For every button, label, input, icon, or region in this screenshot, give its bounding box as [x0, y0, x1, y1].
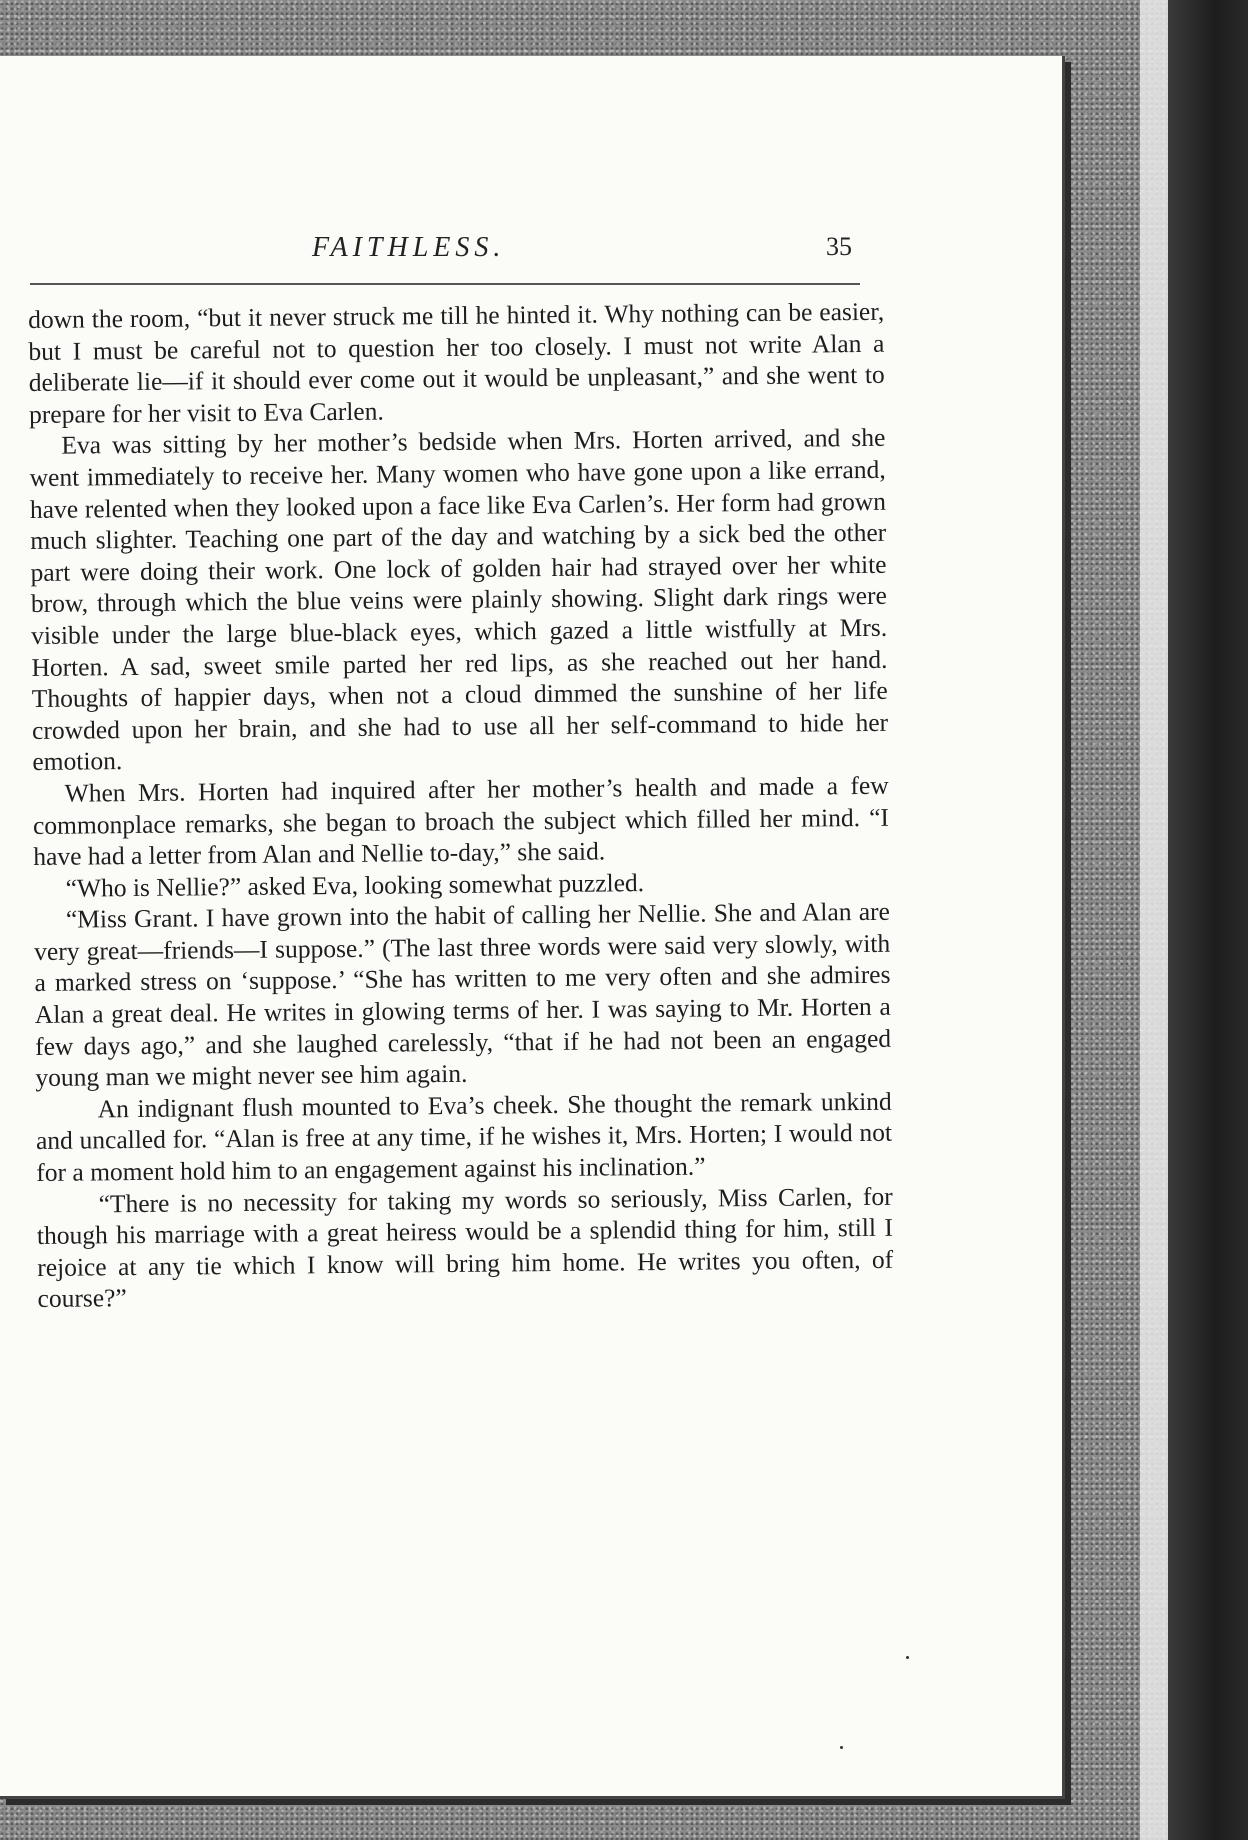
paragraph: When Mrs. Horten had inquired after her mother’s health and made a few commonplace remarks, she began to broach the subject which filled her mind. “I have had a letter from Alan and Nellie to-day,” she said.	[32, 770, 890, 872]
header-rule	[30, 283, 860, 285]
scan-speck	[840, 1746, 843, 1749]
paragraph: Eva was sitting by her mother’s bedside when Mrs. Horten arrived, and she went immediately to receive her. Many women who have gone upon a like errand, have relented when they looked upon a face like Eva Carlen’s. Her form had grown much slighter. Teaching one part of the day and watching by a sick bed the other part were doing their work. One lock of golden hair had strayed over her white brow, through which the blue veins were plainly showing. Slight dark rings were visible under the large blue-black eyes, which gazed a little wistfully at Mrs. Horten. A sad, sweet smile parted her red lips, as she reached out her hand. Thoughts of happier days, when not a cloud dimmed the sunshine of her life crowded upon her brain, and she had to use all her self-command to hide her emotion.	[29, 423, 889, 777]
scanner-dark-edge	[1168, 0, 1248, 1840]
paragraph: An indignant flush mounted to Eva’s cheek. She thought the remark unkind and uncalled for. “Alan is free at any time, if he wishes it, Mrs. Horten; I would not for a moment hold him to an engagement against his inclination.”	[35, 1086, 893, 1187]
paragraph: “Miss Grant. I have grown into the habit of calling her Nellie. She and Alan are very great––friends––I suppose.” (The last three words were said very slowly, with a marked stress on ‘suppose.’ “She has written to me very often and she admires Alan a great deal. He writes in glowing terms of her. I was saying to Mr. Horten a few days ago,” and she laughed carelessly, “that if he had not been an engaged young man we might never see him again.	[34, 897, 892, 1093]
page-number: 35	[826, 232, 852, 261]
paragraph: down the room, “but it never struck me till he hinted it. Why nothing can be easier, but I must be careful not to question her too closely. I must not write Alan a deliberate lie––if it should ever come out it would be unpleasant,” and she went to prepare for her visit to Eva Carlen.	[28, 296, 885, 429]
running-title: FAITHLESS.	[312, 232, 506, 263]
paragraph: “There is no necessity for taking my words so seriously, Miss Carlen, for though his marriage with a great heiress would be a splendid thing for him, still I rejoice at any tie which I know will bring him home. He writes you often, of course?”	[36, 1181, 894, 1314]
paragraph: “Who is Nellie?” asked Eva, looking somewhat puzzled.	[65, 867, 645, 903]
book-page	[0, 56, 1065, 1799]
page-edge-strip	[1140, 0, 1168, 1840]
scan-speck	[906, 1656, 909, 1659]
body-text	[28, 296, 894, 1315]
